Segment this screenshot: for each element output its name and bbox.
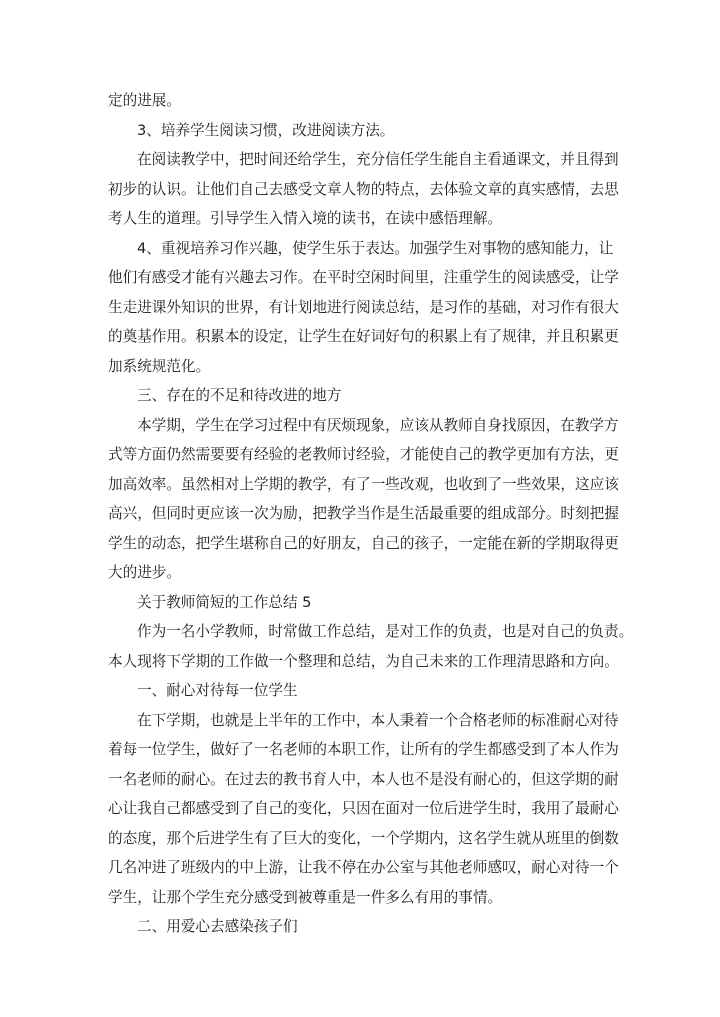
- section-heading: 三、存在的不足和待改进的地方: [137, 387, 342, 404]
- text-line: 作为一名小学教师，时常做工作总结，是对工作的负责，也是对自己的负责。: [137, 623, 634, 640]
- text-line: 定的进展。: [108, 92, 181, 109]
- text-line: 本人现将下学期的工作做一个整理和总结，为自己未来的工作理清思路和方向。: [108, 652, 619, 670]
- text-line: 的态度，那个后进学生有了巨大的变化，一个学期内，这名学生就从班里的倒数: [108, 829, 619, 847]
- text-line: 加系统规范化。: [108, 357, 211, 375]
- text-line: 考人生的道理。引导学生入情入境的读书，在读中感悟理解。: [108, 210, 503, 227]
- text-line: 学生的动态，把学生堪称自己的好朋友，自己的孩子，一定能在新的学期取得更: [108, 534, 619, 552]
- numbered-point-heading: 4、重视培养习作兴趣，使学生乐于表达。加强学生对事物的感知能力，让: [137, 239, 614, 257]
- text-line: 式等方面仍然需要要有经验的老教师讨经验，才能使自己的教学更加有方法，更: [108, 446, 619, 463]
- text-line: 一名老师的耐心。在过去的教书育人中，本人也不是没有耐心的，但这学期的耐: [108, 770, 619, 788]
- text-line: 几名冲进了班级内的中上游，让我不停在办公室与其他老师感叹，耐心对待一个: [108, 859, 619, 876]
- text-line: 本学期，学生在学习过程中有厌烦现象，应该从教师自身找原因，在教学方: [137, 416, 619, 434]
- text-line: 初步的认识。让他们自己去感受文章人物的特点，去体验文章的真实感情，去思: [108, 180, 619, 198]
- text-line: 加高效率。虽然相对上学期的教学，有了一些改观，也收到了一些效果，这应该: [108, 475, 619, 493]
- text-line: 生走进课外知识的世界，有计划地进行阅读总结，是习作的基础，对习作有很大: [108, 298, 619, 316]
- text-line: 在阅读教学中，把时间还给学生，充分信任学生能自主看通课文，并且得到: [137, 151, 619, 168]
- section-heading: 一、耐心对待每一位学生: [137, 682, 298, 699]
- text-line: 学生，让那个学生充分感受到被尊重是一件多么有用的事情。: [108, 888, 503, 906]
- text-line: 大的进步。: [108, 564, 181, 581]
- section-heading: 二、用爱心去感染孩子们: [137, 918, 298, 935]
- numbered-point-heading: 3、培养学生阅读习惯，改进阅读方法。: [137, 121, 395, 139]
- text-line: 他们有感受才能有兴趣去习作。在平时空闲时间里，注重学生的阅读感受，让学: [108, 269, 619, 286]
- text-line: 着每一位学生，做好了一名老师的本职工作，让所有的学生都感受到了本人作为: [108, 741, 619, 758]
- text-line: 高兴，但同时更应该一次为励，把教学当作是生活最重要的组成部分。时刻把握: [108, 505, 619, 522]
- article-title: 关于教师简短的工作总结 5: [137, 593, 312, 611]
- text-line: 心让我自己都感受到了自己的变化，只因在面对一位后进学生时，我用了最耐心: [108, 800, 619, 817]
- text-line: 的奠基作用。积累本的设定，让学生在好词好句的积累上有了规律，并且积累更: [108, 328, 619, 345]
- document-body: [108, 86, 634, 942]
- text-line: 在下学期，也就是上半年的工作中，本人秉着一个合格老师的标准耐心对待: [137, 711, 619, 729]
